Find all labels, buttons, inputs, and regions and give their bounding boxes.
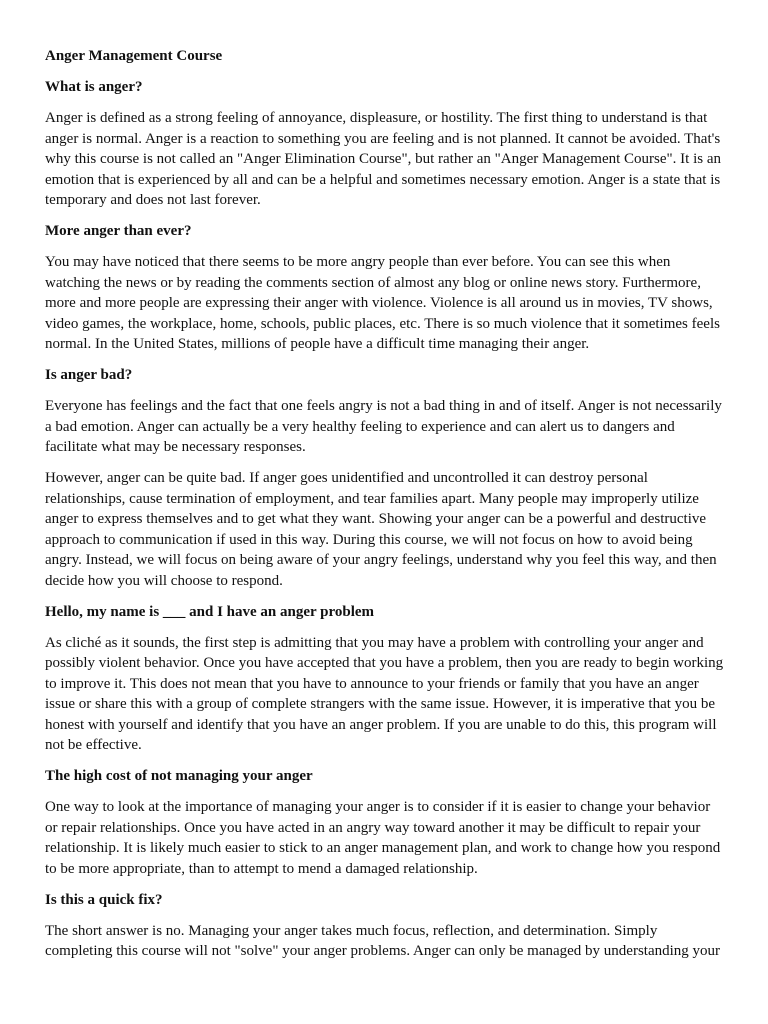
section-quick-fix	[45, 890, 725, 962]
section-high-cost	[45, 766, 725, 879]
document-page	[45, 46, 725, 972]
paragraph: As cliché as it sounds, the first step is admitting that you may have a problem with controlling your anger and possibly violent behavior. Once you have accepted that you have a problem, then you are ready to begin working to improve it. This does not mean that you have to announce to your friends or family that you have an anger issue or share this with a group of complete strangers with the same issue. However, it is imperative that you be honest with yourself and identify that you have an anger problem. If you are unable to do this, this program will not be effective.	[45, 634, 724, 753]
section-anger-problem	[45, 602, 725, 756]
section-heading: Is anger bad?	[45, 367, 133, 383]
section-heading: More anger than ever?	[45, 223, 192, 239]
paragraph: Everyone has feelings and the fact that one feels angry is not a bad thing in and of itself. Anger is not necessarily a bad emotion. Anger can actually be a very healthy feeling to experience and can alert us to dangers and facilitate what may be necessary responses.	[45, 398, 722, 455]
section-heading: What is anger?	[45, 79, 143, 95]
section-what-is-anger	[45, 77, 725, 211]
section-heading: The high cost of not managing your anger	[45, 768, 313, 784]
section-heading: Is this a quick fix?	[45, 891, 163, 908]
paragraph: The short answer is no. Managing your anger takes much focus, reflection, and determination. Simply completing this course will not "solve" your anger problems. Anger can only be managed by understanding your	[45, 922, 721, 959]
document-title: Anger Management Course	[45, 48, 223, 64]
paragraph: However, anger can be quite bad. If anger goes unidentified and uncontrolled it can destroy personal relationships, cause termination of employment, and tear families apart. Many people may improperly utilize anger to express themselves and to get what they want. Showing your anger can be a powerful and destructive approach to communication if used in this way. During this course, we will not focus on how to avoid being angry. Instead, we will focus on being aware of your angry feelings, understand why you feel this way, and then decide how you will choose to respond.	[45, 470, 717, 589]
section-more-anger	[45, 221, 725, 355]
paragraph: You may have noticed that there seems to be more angry people than ever before. You can see this when watching the news or by reading the comments section of almost any blog or online news story. Furthermore, more and more people are expressing their anger with violence. Violence is all around us in movies, TV shows, video games, the workplace, home, schools, public places, etc. There is so much violence that it sometimes feels normal. In the United States, millions of people have a difficult time managing their anger.	[45, 254, 720, 352]
section-heading: Hello, my name is ___ and I have an anger problem	[45, 603, 375, 620]
paragraph: One way to look at the importance of managing your anger is to consider if it is easier to change your behavior or repair relationships. Once you have acted in an angry way toward another it may be difficult to repair your relationship. It is likely much easier to stick to an anger management plan, and work to change how you respond to be more appropriate, than to attempt to mend a damaged relationship.	[45, 799, 721, 877]
paragraph: Anger is defined as a strong feeling of annoyance, displeasure, or hostility. The first thing to understand is that anger is normal. Anger is a reaction to something you are feeling and is not planned. It cannot be avoided. That's why this course is not called an "Anger Elimination Course", but rather an "Anger Management Course". It is an emotion that is experienced by all and can be a helpful and sometimes necessary emotion. Anger is a state that is temporary and does not last forever.	[45, 110, 721, 208]
section-is-anger-bad	[45, 365, 725, 591]
